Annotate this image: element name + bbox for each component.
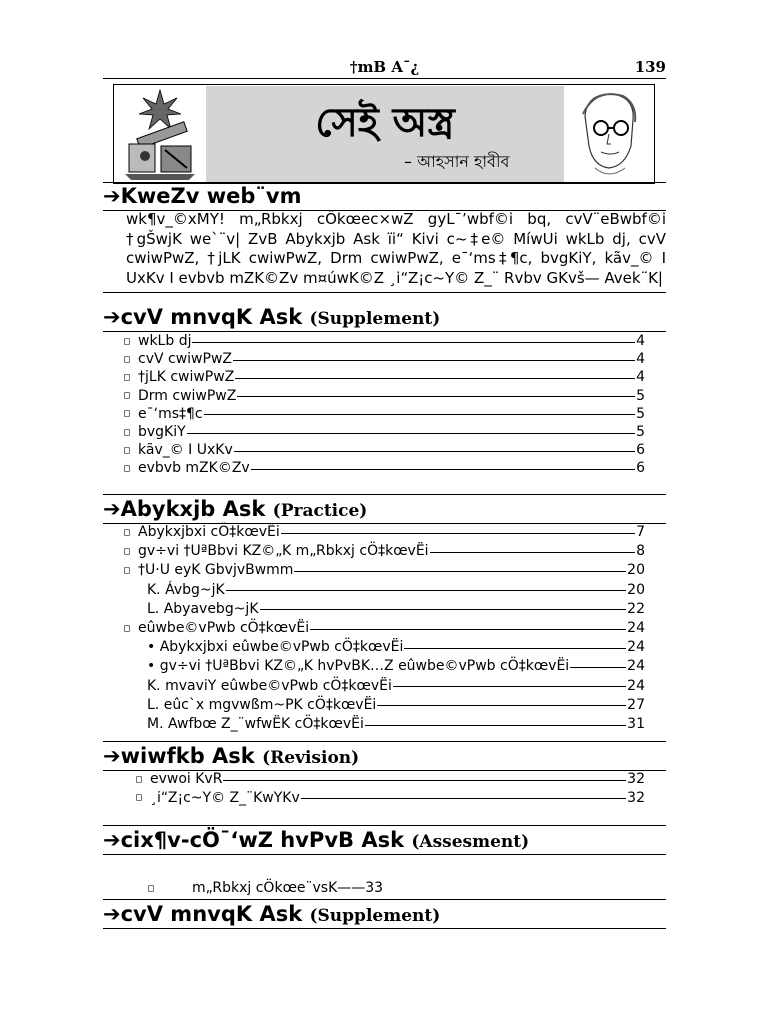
- toc-entry: [147, 638, 645, 656]
- toc-page-number: 5: [636, 387, 645, 404]
- toc-entry: [122, 561, 645, 579]
- arrow-icon: ➔: [103, 744, 121, 768]
- toc-label: L. eûc`x mgvwßm~PK cÖ‡kœvËi: [147, 696, 377, 713]
- bullet-icon: [124, 567, 130, 573]
- toc-page-number: 20: [627, 581, 645, 598]
- toc-page-number: 4: [636, 369, 645, 386]
- toc-page-number: 7: [636, 524, 645, 540]
- section-heading: [103, 182, 666, 211]
- toc-entry: [147, 715, 645, 733]
- toc-page-number: 24: [627, 677, 645, 694]
- leader-line: [310, 629, 626, 630]
- section-practice: [103, 495, 666, 524]
- leader-line: [294, 571, 626, 572]
- section-heading: [103, 899, 666, 929]
- leader-line: [235, 378, 635, 379]
- section-heading: [103, 495, 666, 524]
- toc-entry: [122, 441, 645, 459]
- leader-line: [223, 780, 626, 781]
- toc-label: m„Rbkxj cÖkœe¨vsK——33: [192, 880, 384, 896]
- section-subtitle: (Revision): [262, 748, 360, 768]
- toc-label: gv÷vi †UªBbvi KZ©„K m„Rbkxj cÖ‡kœvËi: [138, 543, 429, 560]
- toc-entry: [122, 423, 645, 441]
- running-title: †mB A¯¿: [349, 58, 420, 76]
- section-intro: [103, 182, 666, 211]
- toc-label: K. mvaviY eûwbe©vPwb cÖ‡kœvËi: [147, 677, 392, 694]
- page-number: 139: [634, 58, 666, 76]
- toc-entry: [122, 405, 645, 423]
- section-subtitle: (Practice): [272, 501, 368, 521]
- bullet-icon: [124, 411, 130, 417]
- toc-label: eûwbe©vPwb cÖ‡kœvËi: [138, 620, 310, 636]
- toc-page-number: 24: [627, 658, 645, 675]
- toc-page-number: 6: [636, 442, 645, 459]
- toc-label: evwoi KvR: [150, 771, 223, 787]
- bullet-icon: [124, 338, 130, 344]
- section-title: cvV mnvqK Ask: [120, 305, 303, 329]
- toc-page-number: 5: [636, 405, 645, 422]
- toc-page-number: 24: [627, 639, 645, 656]
- bullet-icon: [124, 529, 130, 535]
- leader-line: [377, 705, 626, 706]
- section-heading: [103, 742, 666, 771]
- toc-label: bvgKiY: [138, 424, 186, 440]
- toc-entry: [122, 619, 645, 637]
- leader-line: [192, 342, 635, 343]
- arrow-icon: ➔: [103, 828, 121, 852]
- toc-label: • Abykxjbxi eûwbe©vPwb cÖ‡kœvËi: [147, 639, 404, 656]
- chapter-author: – আহসান হাবীব: [404, 152, 510, 171]
- section-assessment: [103, 826, 666, 855]
- leader-line: [234, 451, 635, 452]
- section-title: cix¶v-cÖ¯‘wZ hvPvB Ask: [120, 828, 405, 852]
- toc-page-number: 27: [627, 696, 645, 713]
- toc-page-number: 32: [627, 789, 645, 806]
- toc-page-number: 22: [627, 600, 645, 617]
- section-supplement: [103, 303, 666, 332]
- author-portrait: [565, 86, 653, 182]
- arrow-icon: ➔: [103, 305, 121, 329]
- section-heading: [103, 303, 666, 332]
- toc-entry: [122, 350, 645, 368]
- leader-line: [570, 667, 626, 668]
- tools-illustration: [115, 86, 205, 182]
- toc-page-number: 6: [636, 460, 645, 477]
- section-heading: [103, 826, 666, 855]
- leader-line: [237, 396, 635, 397]
- leader-line: [187, 433, 635, 434]
- leader-line: [404, 648, 626, 649]
- toc-entry: [122, 459, 645, 477]
- chapter-banner: [113, 84, 655, 184]
- chapter-title: সেই অস্ত্র: [315, 100, 455, 146]
- bullet-icon: [124, 625, 130, 631]
- bullet-icon: [124, 374, 130, 380]
- bullet-icon: [124, 465, 130, 471]
- bullet-icon: [124, 447, 130, 453]
- toc-label: Drm cwiwPwZ: [138, 387, 237, 404]
- leader-line: [301, 798, 626, 799]
- leader-line: [430, 552, 636, 553]
- toc-entry: [147, 696, 645, 714]
- section-subtitle: (Assesment): [411, 832, 530, 852]
- toc-page-number: 8: [636, 543, 645, 560]
- toc-entry: [134, 789, 645, 807]
- toc-label: Abykxjbxi cÖ‡kœvËi: [138, 524, 280, 540]
- leader-line: [233, 360, 635, 361]
- toc-label: wkLb dj: [138, 333, 192, 349]
- toc-entry: [122, 523, 645, 541]
- toc-page-number: 4: [636, 351, 645, 368]
- arrow-icon: ➔: [103, 497, 121, 521]
- toc-entry: [122, 387, 645, 405]
- list-item: [146, 879, 383, 897]
- toc-page-number: 20: [627, 562, 645, 579]
- toc-label: kãv_© I UxKv: [138, 442, 233, 459]
- toc-entry: [122, 332, 645, 350]
- toc-label: M. Awfbœ Z_¨wfwËK cÖ‡kœvËi: [147, 716, 364, 732]
- leader-line: [393, 686, 626, 687]
- toc-label: ¸i“Z¡c~Y© Z_¨KwYKv: [150, 789, 300, 806]
- bullet-icon: [124, 429, 130, 435]
- section-subtitle: (Supplement): [309, 906, 441, 926]
- toc-label: • gv÷vi †UªBbvi KZ©„K hvPvBK…Z eûwbe©vPwb cÖ‡kœvËi: [147, 658, 570, 675]
- intro-paragraph: wk¶v_©xMY! m„Rbkxj cÖkœec×wZ gyL¯’wbf©i bq, cvV¨eBwbf©i †gŠwjK we`¨v| ZvB Abykxjb Ask ïi“ Kivi c~‡e© MíwUi wkLb dj, cvV cwiwPwZ, †jLK cwiwPwZ, Drm cwiwPwZ, e¯‘ms‡¶c, bvgKiY, kãv_© I UxKv I evbvb mZK©Zv m¤úwK©Z ¸i“Z¡c~Y© Z_¨ Rvbv GKvš— Avek¨K|: [126, 210, 666, 287]
- section-title: Abykxjb Ask: [120, 497, 266, 521]
- toc-label: †jLK cwiwPwZ: [138, 369, 235, 386]
- bullet-icon: [124, 356, 130, 362]
- toc-page-number: 31: [627, 716, 645, 732]
- toc-entry: [122, 542, 645, 560]
- toc-page-number: 4: [636, 333, 645, 349]
- arrow-icon: ➔: [103, 184, 121, 208]
- toc-page-number: 24: [627, 620, 645, 636]
- toc-label: e¯‘ms‡¶c: [138, 405, 203, 422]
- toc-entry: [122, 368, 645, 386]
- toc-label: K. Ávbg~jK: [147, 581, 225, 598]
- section-supplement-2: [103, 899, 666, 929]
- section-title: wiwfkb Ask: [120, 744, 255, 768]
- leader-line: [281, 533, 635, 534]
- toc-page-number: 32: [627, 771, 645, 787]
- leader-line: [365, 725, 626, 726]
- toc-entry: [147, 600, 645, 618]
- leader-line: [226, 590, 626, 591]
- toc-label: cvV cwiwPwZ: [138, 351, 232, 368]
- bullet-icon: [136, 794, 142, 800]
- toc-page-number: 5: [636, 424, 645, 440]
- leader-line: [204, 414, 635, 415]
- leader-line: [260, 609, 627, 610]
- toc-label: L. Abyavebg~jK: [147, 600, 259, 617]
- toc-entry: [147, 581, 645, 599]
- section-revision: [103, 742, 666, 771]
- divider: [103, 292, 666, 293]
- arrow-icon: ➔: [103, 902, 121, 926]
- toc-entry: [147, 657, 645, 675]
- section-subtitle: (Supplement): [309, 309, 441, 329]
- bullet-icon: [124, 393, 130, 399]
- toc-entry: [134, 770, 645, 788]
- toc-label: †U·U eyK GbvjvBwmm: [138, 562, 294, 579]
- section-title: cvV mnvqK Ask: [120, 902, 303, 926]
- page-header: [103, 56, 666, 79]
- leader-line: [251, 469, 635, 470]
- bullet-icon: [124, 548, 130, 554]
- toc-entry: [147, 677, 645, 695]
- section-title: KweZv web¨vm: [120, 184, 302, 208]
- bullet-icon: [136, 776, 142, 782]
- toc-label: evbvb mZK©Zv: [138, 460, 250, 477]
- bullet-icon: [148, 885, 154, 891]
